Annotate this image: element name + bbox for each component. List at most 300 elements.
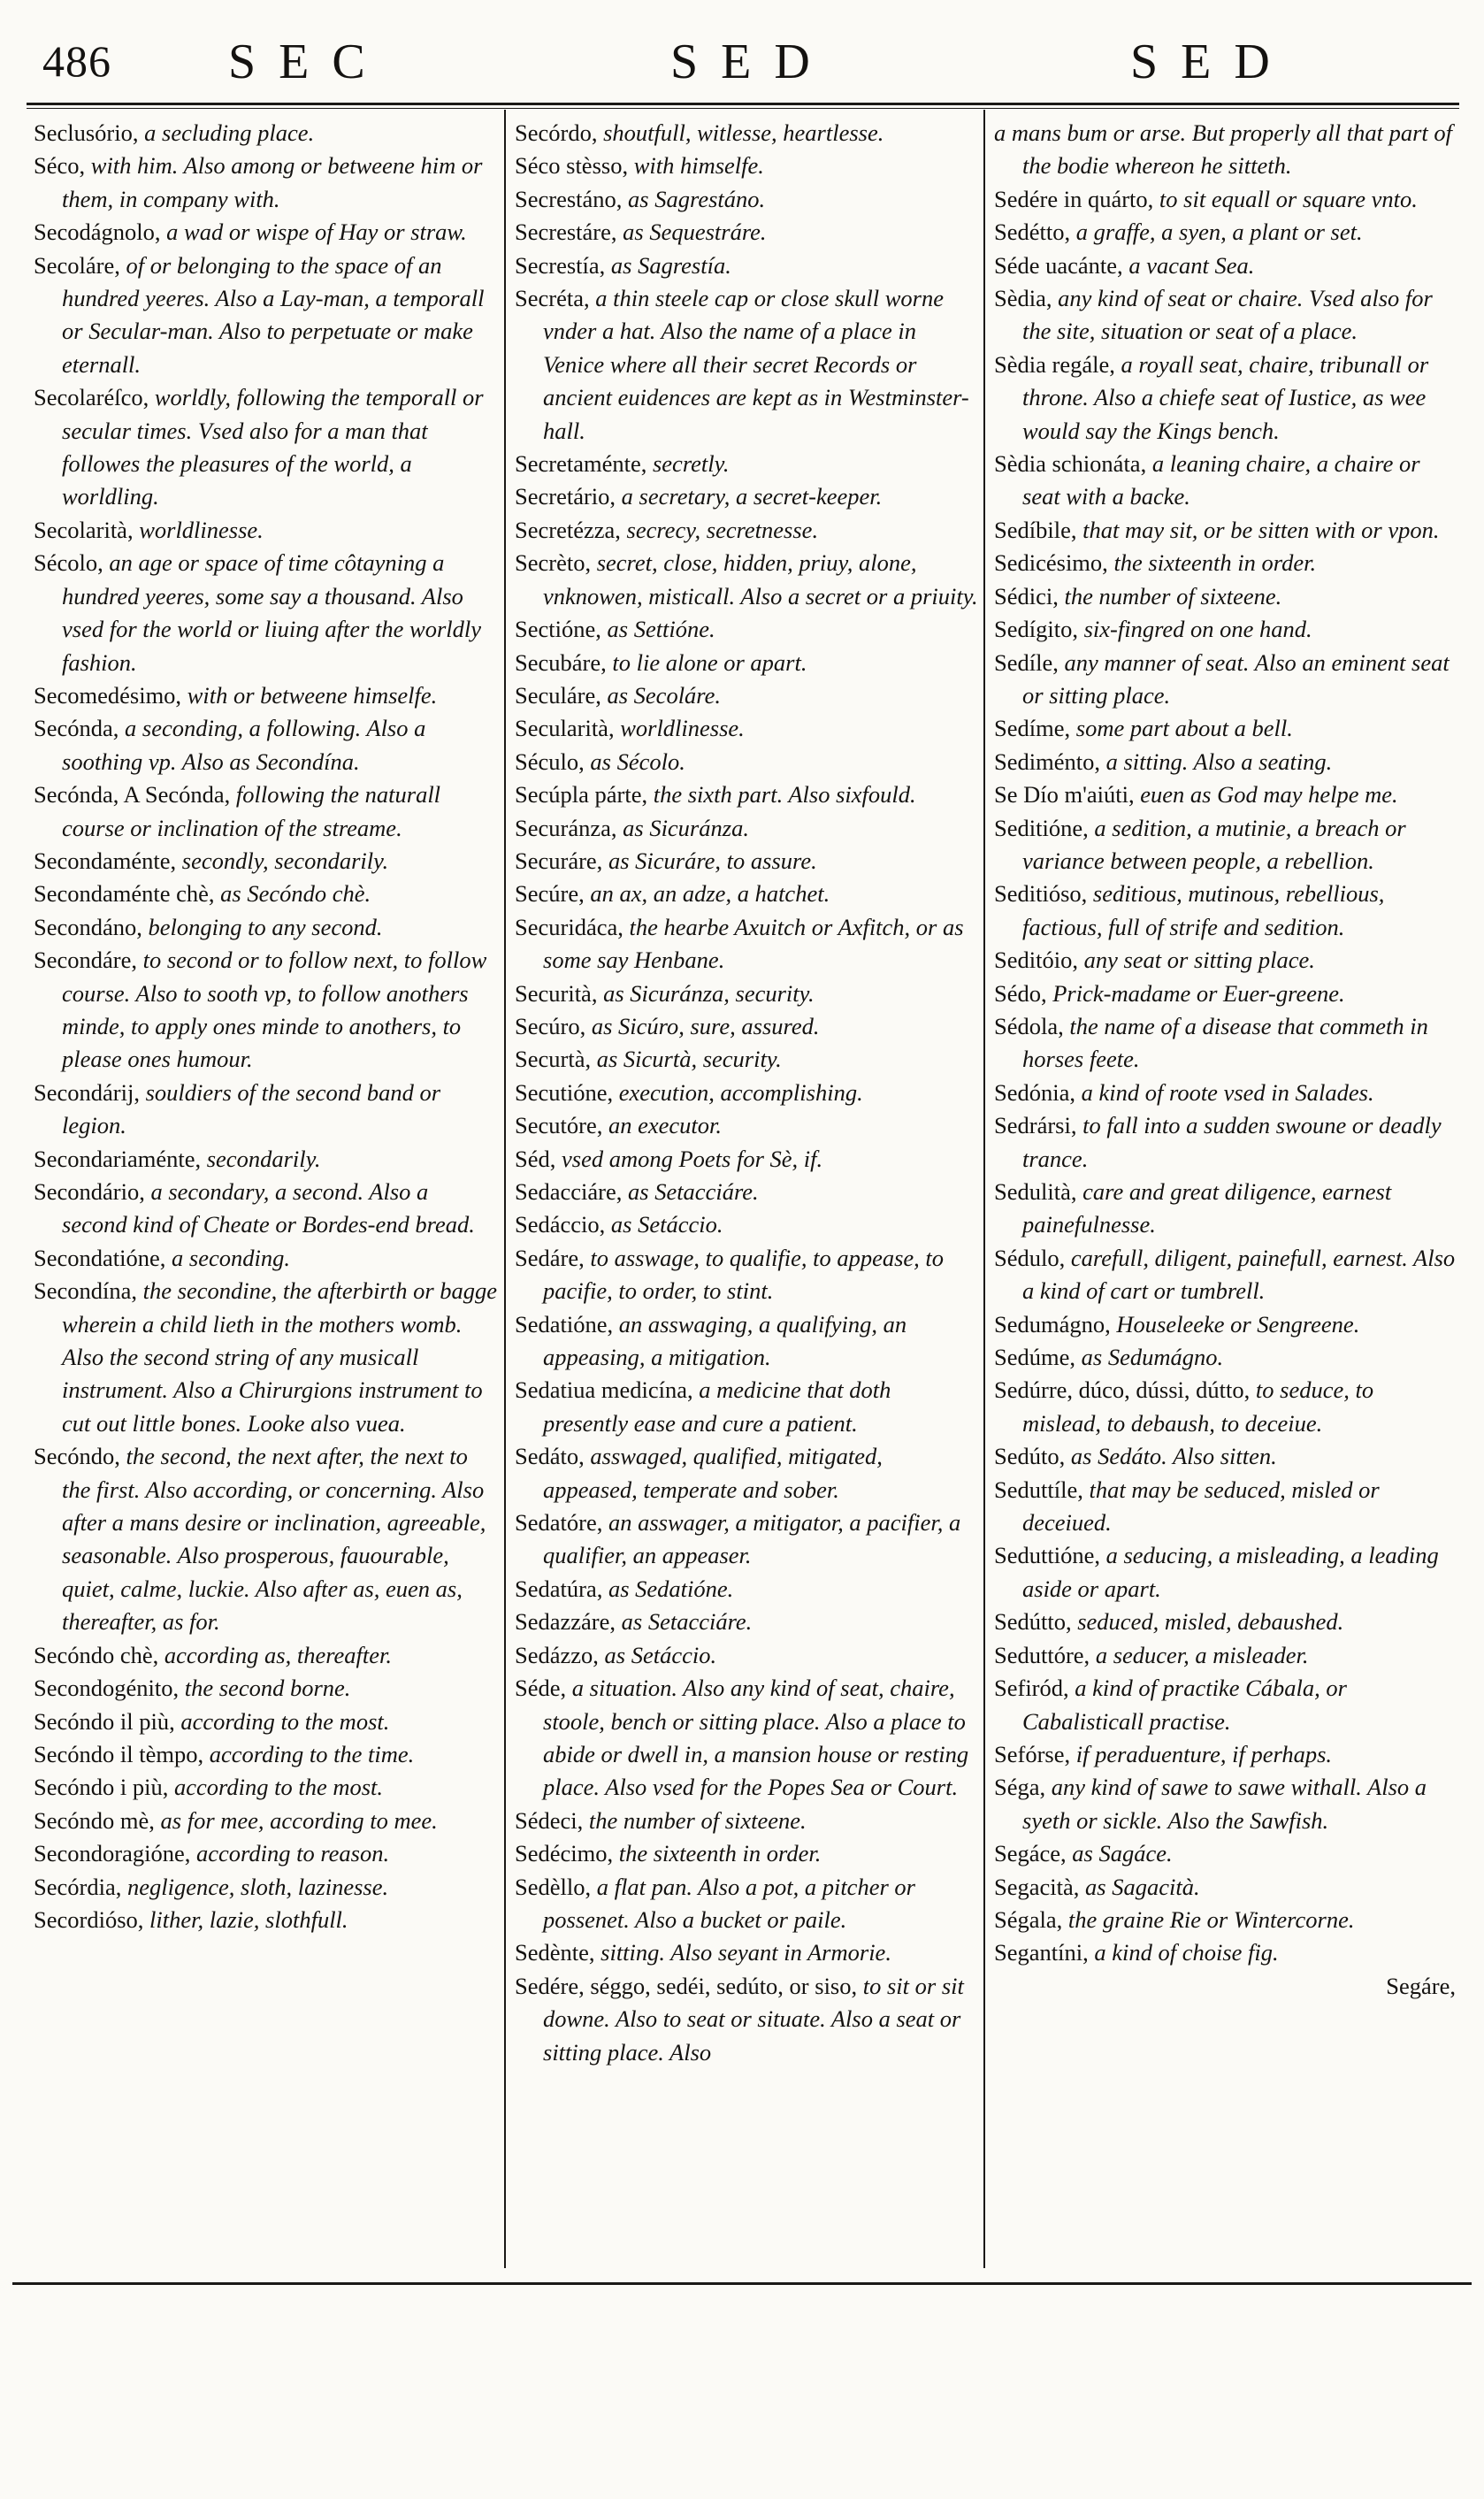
entry-headword: Secúpla párte, (515, 781, 648, 809)
entry-definition: secret, close, hidden, priuy, alone, vnknowen, misticall. Also a secret or a priuity. (543, 549, 978, 609)
entry-headword: Sèdia, (994, 285, 1052, 312)
running-headword-left: SEC (228, 34, 388, 89)
entry-headword: Secondoragióne, (34, 1840, 191, 1867)
entry-headword: Sedútto, (994, 1608, 1072, 1636)
entry-definition: an asswaging, a qualifying, an appeasing, a mitigation. (543, 1310, 907, 1371)
dictionary-entry (34, 1706, 499, 1738)
entry-definition: a sitting. Also a seating. (1099, 747, 1333, 775)
entry-headword: Seclusório, (34, 119, 139, 146)
entry-definition: vsed among Poets for Sè, if. (555, 1145, 823, 1172)
entry-headword: Sedacciáre, (515, 1178, 623, 1205)
dictionary-entry (994, 1639, 1456, 1672)
entry-headword: Secubáre, (515, 648, 607, 676)
entry-definition: as Sicuránza, security. (597, 979, 815, 1007)
dictionary-entry (994, 117, 1456, 183)
entry-headword: Secondáno, (34, 913, 142, 940)
entry-headword: Secondário, (34, 1178, 145, 1205)
entry-headword: Seduttóre, (994, 1641, 1090, 1668)
entry-definition: as Sécolo. (584, 747, 685, 775)
entry-definition: sitting. Also seyant in Armorie. (594, 1939, 891, 1966)
entry-definition: a secretary, a secret-keeper. (616, 483, 883, 510)
dictionary-entry (994, 1474, 1456, 1540)
entry-headword: Secónda, (34, 715, 119, 742)
entry-headword: Sedènte, (515, 1939, 595, 1966)
dictionary-entry (515, 282, 978, 448)
dictionary-entry (515, 117, 978, 149)
entry-headword: Secúre, (515, 880, 585, 908)
entry-definition: as Sagrestáno. (622, 185, 766, 212)
dictionary-entry (515, 1871, 978, 1937)
entry-headword: Sédulo, (994, 1244, 1066, 1271)
entry-definition: as Sedumágno. (1075, 1344, 1224, 1371)
dictionary-entry (994, 812, 1456, 878)
entry-headword: Séd, (515, 1145, 556, 1172)
entry-headword: Seculáre, (515, 681, 601, 709)
running-headword-center: SED (670, 34, 833, 89)
entry-definition: an ax, an adze, a hatchet. (584, 880, 830, 908)
entry-definition: lither, lazie, slothfull. (143, 1905, 348, 1933)
entry-definition: an executor. (602, 1112, 723, 1139)
entry-definition: to second or to follow next, to follow course. Also to sooth vp, to follow anothers minde, to apply ones minde to anothers, to please ones humour. (62, 947, 487, 1073)
entry-headword: Securità, (515, 979, 598, 1007)
entry-definition: according to the most. (174, 1707, 390, 1735)
dictionary-entry (34, 1176, 499, 1242)
entry-headword: Sedére, séggo, sedéi, sedúto, or siso, (515, 1972, 858, 1999)
entry-definition: seditious, mutinous, rebellious, factious, full of strife and sedition. (1022, 880, 1385, 940)
entry-definition: following the naturall course or inclination of the streame. (62, 781, 441, 841)
entry-definition: as Sagáce. (1066, 1840, 1173, 1867)
entry-headword: Sédici, (994, 582, 1059, 609)
entry-headword: Secóndo il tèmpo, (34, 1740, 204, 1767)
dictionary-entry (34, 1440, 499, 1638)
entry-definition: as Secóndo chè. (214, 880, 371, 908)
entry-headword: Sedázzo, (515, 1641, 599, 1668)
dictionary-entry (994, 1837, 1456, 1870)
entry-definition: any manner of seat. Also an eminent seat or sitting place. (1022, 648, 1450, 709)
entry-definition: as Sicúro, sure, assured. (585, 1012, 820, 1039)
entry-definition: the second borne. (179, 1675, 351, 1702)
entry-definition: Houseleeke or Sengreene. (1110, 1310, 1360, 1338)
entry-headword: Sédola, (994, 1012, 1064, 1039)
entry-definition: the secondine, the afterbirth or bagge wherein a child lieth in the mothers womb. Also the second string of any musicall instrument. Also a Chirurgions instrument to cut out little bones. Looke also vuea. (62, 1277, 498, 1437)
entry-headword: Secrèto, (515, 549, 592, 577)
entry-definition: Prick-madame or Euer-greene. (1046, 979, 1345, 1007)
entry-headword: Segantíni, (994, 1939, 1089, 1966)
entry-definition: the number of sixteene. (1058, 582, 1282, 609)
dictionary-entry (994, 1242, 1456, 1308)
entry-definition: as Settióne. (600, 616, 715, 643)
entry-headword: Secretário, (515, 483, 616, 510)
entry-headword: Sedatióne, (515, 1310, 614, 1338)
dictionary-entry (994, 1341, 1456, 1374)
dictionary-entry (994, 613, 1456, 646)
entry-headword: Secónda, A Secónda, (34, 781, 231, 809)
entry-headword: Secondárij, (34, 1078, 140, 1106)
entry-definition: execution, accomplishing. (613, 1078, 863, 1106)
dictionary-entry (994, 647, 1456, 713)
dictionary-entry (515, 1573, 978, 1606)
column-3 (994, 117, 1456, 2266)
dictionary-entry (994, 547, 1456, 579)
entry-definition: the sixth part. Also sixfould. (647, 781, 916, 809)
entry-definition: worldly, following the temporall or secular times. Vsed also for a man that followes the pleasures of the world, a worldling. (62, 384, 484, 510)
entry-definition: souldiers of the second band or legion. (62, 1078, 441, 1139)
dictionary-entry (515, 679, 978, 712)
dictionary-entry (515, 547, 978, 613)
entry-definition: secondarily. (201, 1145, 321, 1172)
entry-headword: Seduttióne, (994, 1542, 1100, 1569)
entry-definition: secretly. (646, 450, 730, 478)
entry-headword: Sedécimo, (515, 1840, 614, 1867)
entry-headword: Securáre, (515, 847, 603, 874)
entry-definition: a thin steele cap or close skull worne vnder a hat. Also the name of a place in Venice where all their secret Records or ancient euidences are kept as in Westminster-hall. (543, 285, 969, 444)
dictionary-entry (994, 1308, 1456, 1341)
entry-definition: a wad or wispe of Hay or straw. (160, 218, 467, 246)
dictionary-entry (994, 746, 1456, 778)
entry-headword: Séco stèsso, (515, 152, 629, 180)
dictionary-entry (515, 977, 978, 1010)
dictionary-entry (994, 282, 1456, 349)
dictionary-entry (515, 812, 978, 845)
entry-definition: seduced, misled, debaushed. (1071, 1608, 1344, 1636)
entry-definition: any kind of seat or chaire. Vsed also for the site, situation or seat of a place. (1022, 285, 1433, 345)
dictionary-entry (994, 1871, 1456, 1904)
entry-definition: with himselfe. (628, 152, 764, 180)
dictionary-entry (515, 746, 978, 778)
entry-headword: Sedíle, (994, 648, 1059, 676)
entry-headword: Seditóio, (994, 947, 1078, 974)
entry-definition: the graine Rie or Wintercorne. (1062, 1905, 1355, 1933)
dictionary-entry (34, 944, 499, 1077)
dictionary-entry (34, 1904, 499, 1936)
dictionary-entry (34, 1771, 499, 1804)
dictionary-entry (994, 1771, 1456, 1837)
entry-definition: to lie alone or apart. (606, 648, 807, 676)
entry-definition: that may sit, or be sitten with or vpon. (1076, 516, 1440, 543)
entry-definition: secrecy, secretnesse. (620, 516, 819, 543)
dictionary-entry (994, 1077, 1456, 1109)
dictionary-entry (34, 679, 499, 712)
entry-headword: Secúro, (515, 1012, 586, 1039)
entry-definition: with or betweene himselfe. (181, 681, 438, 709)
entry-definition: worldlinesse. (133, 516, 264, 543)
column-2 (515, 117, 978, 2266)
dictionary-entry (34, 1738, 499, 1771)
entry-definition: the sixteenth in order. (1107, 549, 1317, 577)
entry-headword: Secondatióne, (34, 1244, 166, 1271)
entry-headword: Sécolo, (34, 549, 103, 577)
entry-definition: a flat pan. Also a pot, a pitcher or possenet. Also a bucket or paile. (543, 1873, 915, 1933)
entry-headword: Sedatúra, (515, 1575, 603, 1602)
entry-headword: Sedíme, (994, 715, 1071, 742)
entry-headword: Sèdia schionáta, (994, 450, 1147, 478)
entry-definition: the name of a disease that commeth in horses feete. (1022, 1012, 1428, 1073)
entry-headword: Sedicésimo, (994, 549, 1108, 577)
entry-definition: worldlinesse. (614, 715, 745, 742)
entry-definition: any seat or sitting place. (1077, 947, 1315, 974)
entry-headword: Sedèllo, (515, 1873, 592, 1900)
dictionary-entry (515, 1440, 978, 1506)
entry-definition: as Secoláre. (600, 681, 722, 709)
entry-definition: according as, thereafter. (158, 1641, 393, 1668)
entry-definition: care and great diligence, earnest painefulnesse. (1022, 1178, 1392, 1238)
entry-headword: Secordióso, (34, 1905, 144, 1933)
dictionary-entry (515, 249, 978, 282)
entry-headword: Sedúrre, dúco, dússi, dútto, (994, 1376, 1251, 1404)
entry-headword: Sedúto, (994, 1443, 1066, 1470)
dictionary-entry (34, 1275, 499, 1440)
dictionary-entry (515, 1837, 978, 1870)
dictionary-entry (34, 1672, 499, 1705)
entry-headword: Sefiród, (994, 1675, 1069, 1702)
entry-definition: an age or space of time côtayning a hundred yeeres, some say a thousand. Also vsed for the world or liuing after the worldly fashion. (62, 549, 482, 676)
dictionary-entry (34, 712, 499, 778)
entry-definition: that may be seduced, misled or deceiued. (1022, 1476, 1380, 1537)
entry-definition: a graffe, a syen, a plant or set. (1070, 218, 1363, 246)
running-headword-right: SED (1130, 34, 1293, 89)
entry-headword: Secóndo il più, (34, 1707, 175, 1735)
entry-headword: Secórdo, (515, 119, 598, 146)
entry-definition: as Sicurtà, security. (591, 1046, 782, 1073)
entry-definition: a kind of practike Cábala, or Cabalisticall practise. (1022, 1675, 1347, 1735)
dictionary-entry (34, 1242, 499, 1275)
entry-headword: Se Dío m'aiúti, (994, 781, 1135, 809)
entry-definition: to sit or sit downe. Also to seat or situate. Also a seat or sitting place. Also (543, 1972, 964, 2066)
entry-headword: Secréta, (515, 285, 590, 312)
entry-headword: Segacità, (994, 1873, 1080, 1900)
entry-definition: as Sagacità. (1079, 1873, 1200, 1900)
dictionary-entry (515, 1077, 978, 1109)
entry-headword: Sedétto, (994, 218, 1071, 246)
dictionary-entry (994, 1374, 1456, 1440)
dictionary-entry (994, 878, 1456, 944)
dictionary-entry (994, 1672, 1456, 1738)
dictionary-entry (994, 1176, 1456, 1242)
dictionary-entry (994, 778, 1456, 811)
dictionary-entry (34, 1077, 499, 1143)
entry-headword: Seduttíle, (994, 1476, 1083, 1503)
entry-definition: a leaning chaire, a chaire or seat with a backe. (1022, 450, 1420, 510)
entry-headword: Séde uacánte, (994, 251, 1123, 279)
dictionary-entry (994, 1606, 1456, 1638)
entry-headword: Sedatiua medicína, (515, 1376, 693, 1404)
dictionary-entry (994, 183, 1456, 216)
entry-definition: a seducer, a misleader. (1090, 1641, 1309, 1668)
entry-definition: as Sedatióne. (602, 1575, 734, 1602)
entry-definition: as Setáccio. (598, 1641, 717, 1668)
entry-definition: the hearbe Axuitch or Axfitch, or as some say Henbane. (543, 913, 964, 974)
dictionary-entry (515, 183, 978, 216)
entry-definition: as Setáccio. (605, 1211, 723, 1238)
dictionary-entry (994, 944, 1456, 977)
running-head (42, 30, 1466, 99)
entry-headword: Secutióne, (515, 1078, 614, 1106)
entry-definition: a secondary, a second. Also a second kind of Cheate or Bordes-end bread. (62, 1178, 475, 1238)
entry-definition: a royall seat, chaire, tribunall or throne. Also a chiefe seat of Iustice, as wee would say the Kings bench. (1022, 350, 1429, 444)
dictionary-entry (34, 514, 499, 547)
entry-headword: Sedumágno, (994, 1310, 1111, 1338)
entry-definition: the second, the next after, the next to the first. Also according, or concerning. Also after a mans desire or inclination, agreeable, seasonable. Also prosperous, fauourable, quiet, calme, luckie. Also after as, euen as, thereafter, as for. (62, 1443, 486, 1636)
dictionary-entry (515, 613, 978, 646)
entry-definition: to fall into a sudden swoune or deadly trance. (1022, 1112, 1442, 1172)
entry-headword: Secondaménte chè, (34, 880, 215, 908)
dictionary-entry (515, 1936, 978, 1969)
dictionary-entry (515, 1242, 978, 1308)
dictionary-entry (994, 1904, 1456, 1936)
entry-headword: Secóndo i più, (34, 1774, 169, 1801)
entry-headword: Sedáto, (515, 1443, 585, 1470)
dictionary-entry (34, 845, 499, 878)
entry-definition: as Setacciáre. (622, 1178, 759, 1205)
entry-definition: secondly, secondarily. (176, 847, 389, 874)
entry-headword: Secolarità, (34, 516, 134, 543)
dictionary-entry (515, 712, 978, 745)
dictionary-entry (515, 1672, 978, 1805)
entry-headword: Sectióne, (515, 616, 601, 643)
entry-definition: the sixteenth in order. (613, 1840, 822, 1867)
entry-definition: as Sagrestía. (605, 251, 731, 279)
entry-headword: Secrestáno, (515, 185, 623, 212)
entry-headword: Secoláre, (34, 251, 120, 279)
entry-definition: as Sicuráre, to assure. (602, 847, 817, 874)
entry-definition: an asswager, a mitigator, a pacifier, a qualifier, an appeaser. (543, 1509, 961, 1569)
entry-definition: a sedition, a mutinie, a breach or variance between people, a rebellion. (1022, 814, 1406, 874)
dictionary-entry (515, 1805, 978, 1837)
entry-headword: Séco, (34, 152, 86, 180)
entry-definition: some part about a bell. (1070, 715, 1293, 742)
dictionary-entry (994, 216, 1456, 249)
entry-headword: Secretaménte, (515, 450, 647, 478)
dictionary-entry (994, 249, 1456, 282)
entry-definition: a medicine that doth presently ease and cure a patient. (543, 1376, 891, 1437)
dictionary-entry (994, 580, 1456, 613)
dictionary-entry (994, 448, 1456, 514)
entry-headword: Secóndo mè, (34, 1806, 155, 1834)
entry-headword: Séde, (515, 1675, 567, 1702)
entry-definition: according to the most. (168, 1774, 384, 1801)
entry-definition: a seducing, a misleading, a leading aside or apart. (1022, 1542, 1439, 1602)
dictionary-entry (994, 349, 1456, 448)
dictionary-entry (515, 1374, 978, 1440)
dictionary-entry (515, 149, 978, 182)
entry-definition: according to reason. (190, 1840, 390, 1867)
entry-headword: Seditióne, (994, 814, 1089, 841)
entry-headword: Securánza, (515, 814, 617, 841)
entry-headword: Secóndo, (34, 1443, 120, 1470)
dictionary-entry (515, 1010, 978, 1043)
entry-headword: Sedáre, (515, 1244, 585, 1271)
entry-headword: Secomedésimo, (34, 681, 182, 709)
dictionary-entry (515, 1506, 978, 1573)
entry-headword: Segáce, (994, 1840, 1067, 1867)
entry-headword: Séga, (994, 1774, 1046, 1801)
dictionary-entry (515, 216, 978, 249)
entry-headword: Ségala, (994, 1905, 1063, 1933)
dictionary-entry (34, 1837, 499, 1870)
entry-headword: Secularità, (515, 715, 615, 742)
entry-headword: Secondaménte, (34, 847, 177, 874)
entry-definition: as for mee, according to mee. (154, 1806, 438, 1834)
dictionary-entry (515, 480, 978, 513)
entry-definition: asswaged, qualified, mitigated, appeased, temperate and sober. (543, 1443, 883, 1503)
entry-definition: if peraduenture, if perhaps. (1070, 1740, 1333, 1767)
entry-headword: Sedazzáre, (515, 1608, 616, 1636)
dictionary-entry (994, 1539, 1456, 1606)
entry-definition: a seconding, a following. Also a soothing vp. Also as Secondína. (62, 715, 426, 775)
dictionary-entry (515, 448, 978, 480)
dictionary-entry (34, 1639, 499, 1672)
dictionary-entry (515, 514, 978, 547)
entry-headword: Secrestía, (515, 251, 606, 279)
column-1 (34, 117, 499, 2266)
entry-definition: of or belonging to the space of an hundred yeeres. Also a Lay-man, a temporall or Secular-man. Also to perpetuate or make eternall. (62, 251, 485, 378)
entry-headword: Securidáca, (515, 913, 623, 940)
dictionary-entry (515, 1639, 978, 1672)
entry-headword: Sedúme, (994, 1344, 1075, 1371)
entry-headword: Secolaréſco, (34, 384, 149, 411)
dictionary-entry (34, 249, 499, 382)
entry-definition: a mans bum or arse. But properly all that part of the bodie whereon he sitteth. (994, 119, 1452, 180)
entry-headword: Secondína, (34, 1277, 138, 1305)
dictionary-entry (34, 878, 499, 910)
dictionary-entry (994, 712, 1456, 745)
entry-headword: Sefórse, (994, 1740, 1071, 1767)
entry-headword: Sedrársi, (994, 1112, 1077, 1139)
entry-headword: Século, (515, 747, 585, 775)
dictionary-entry (515, 845, 978, 878)
dictionary-entry (515, 778, 978, 811)
dictionary-entry (515, 878, 978, 910)
entry-headword: Sedígito, (994, 616, 1078, 643)
entry-definition: a secluding place. (138, 119, 315, 146)
entry-definition: a situation. Also any kind of seat, chaire, stoole, bench or sitting place. Also a place to abide or dwell in, a mansion house or resting place. Also vsed for the Popes Sea or Court. (543, 1675, 969, 1801)
dictionary-entry (515, 1308, 978, 1375)
dictionary-entry (34, 1143, 499, 1176)
entry-headword: Sédo, (994, 979, 1047, 1007)
entry-headword: Secretézza, (515, 516, 621, 543)
entry-headword: Secodágnolo, (34, 218, 161, 246)
entry-definition: to seduce, to mislead, to debaush, to deceiue. (1022, 1376, 1374, 1437)
dictionary-entry (994, 1109, 1456, 1176)
entry-headword: Secutóre, (515, 1112, 603, 1139)
entry-definition: according to the time. (203, 1740, 415, 1767)
entry-definition: a kind of choise fig. (1088, 1939, 1279, 1966)
dictionary-entry (994, 1936, 1456, 1969)
entry-definition: belonging to any second. (142, 913, 383, 940)
dictionary-entry (34, 778, 499, 845)
entry-headword: Sedónia, (994, 1078, 1075, 1106)
dictionary-entry (34, 216, 499, 249)
dictionary-entry (994, 514, 1456, 547)
entry-definition: shoutfull, witlesse, heartlesse. (597, 119, 884, 146)
dictionary-entry (34, 117, 499, 149)
dictionary-entry (994, 1010, 1456, 1077)
entry-headword: Secondariaménte, (34, 1145, 202, 1172)
dictionary-entry (515, 1143, 978, 1176)
dictionary-entry (994, 1440, 1456, 1473)
dictionary-entry (515, 1043, 978, 1076)
header-rule-thin (27, 108, 1459, 109)
column-divider (983, 110, 985, 2268)
entry-definition: to asswage, to qualifie, to appease, to pacifie, to order, to stint. (543, 1244, 945, 1305)
entry-headword: Seditióso, (994, 880, 1088, 908)
dictionary-entry (34, 1805, 499, 1837)
entry-definition: six-fingred on one hand. (1077, 616, 1312, 643)
entry-definition: any kind of sawe to sawe withall. Also a syeth or sickle. Also the Sawfish. (1022, 1774, 1427, 1834)
entry-headword: Sediménto, (994, 747, 1100, 775)
entry-definition: the number of sixteene. (583, 1806, 807, 1834)
entry-definition: to sit equall or square vnto. (1153, 185, 1418, 212)
